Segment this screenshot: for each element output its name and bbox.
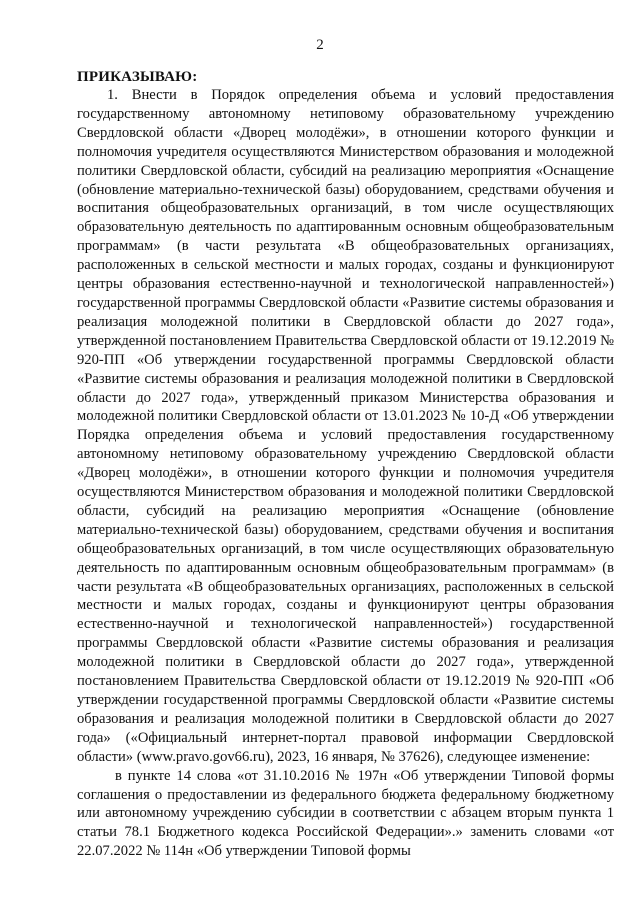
page-number: 2 [316,37,324,53]
paragraph-change: в пункте 14 слова «от 31.10.2016 № 197н «Об утверждении Типовой формы соглашения о предоставлении из федерального бюджета федеральному бюджетному или автономному учреждению субсидии в соответствии с абзацем вторым пункта 1 статьи 78.1 Бюджетного кодекса Российской Федерации».» заменить словами «от 22.07.2022 № 114н «Об утверждении Типовой формы [77,767,614,860]
paragraph-amendment: 1. Внести в Порядок определения объема и условий предоставления государственному автономному нетиповому образовательному учреждению Свердловской области «Дворец молодёжи», в отношении которого функции и полномочия учредителя осуществляются Министерством образования и молодежной политики Свердловской области, субсидий на реализацию мероприятия «Оснащение (обновление материально-технической базы) оборудованием, средствами обучения и воспитания общеобразовательных организаций, в том числе осуществляющих образовательную деятельность по адаптированным основным общеобразовательным программам» (в части результата «В общеобразовательных организациях, расположенных в сельской местности и малых городах, созданы и функционируют центры образования естественно-научной и технологической направленностей») государственной программы Свердловской области «Развитие системы образования и реализация молодежной политики в Свердловской области до 2027 года», утвержденной постановлением Правительства Свердловской области от 19.12.2019 № 920-ПП «Об утверждении государственной программы Свердловской области «Развитие системы образования и реализация молодежной политики в Свердловской области до 2027 года», утвержденный приказом Министерства образования и молодежной политики Свердловской области от 13.01.2023 № 10-Д «Об утверждении Порядка определения объема и условий предоставления государственному автономному нетиповому образовательному учреждению Свердловской области «Дворец молодёжи», в отношении которого функции и полномочия учредителя осуществляются Министерством образования и молодежной политики Свердловской области, субсидий на реализацию мероприятия «Оснащение (обновление материально-технической базы) оборудованием, средствами обучения и воспитания общеобразовательных организаций, в том числе осуществляющих образовательную деятельность по адаптированным основным общеобразовательным программам» (в части результата «В общеобразовательных организациях, расположенных в сельской местности и малых городах, созданы и функционируют центры образования естественно-научной и технологической направленностей») государственной программы Свердловской области «Развитие системы образования и реализация молодежной политики в Свердловской области до 2027 года», утвержденной постановлением Правительства Свердловской области от 19.12.2019 № 920-ПП «Об утверждении государственной программы Свердловской области «Развитие системы образования и реализация молодежной политики в Свердловской области до 2027 года» («Официальный интернет-портал правовой информации Свердловской области» (www.pravo.gov66.ru), 2023, 16 января, № 37626), следующее изменение: [77,87,614,765]
order-heading: ПРИКАЗЫВАЮ: [77,69,198,85]
document-body [77,86,614,861]
